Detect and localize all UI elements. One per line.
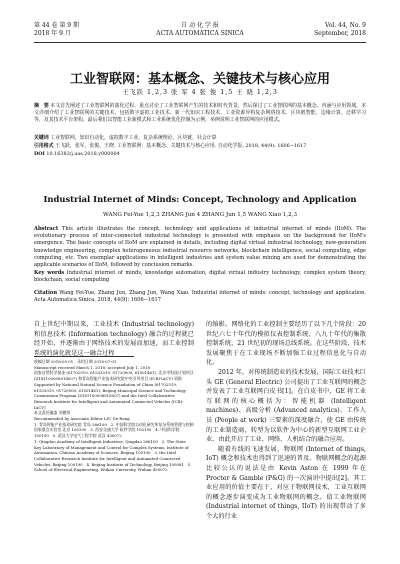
header-rule: [34, 42, 366, 43]
abstract-text-en: This article illustrates the concept, technology and applications of industrial internet of minds (IIoM). The evolutionary process of inter-connected industrial technology is presented with emphasis on the background for IIoM's emergence. The basic concepts of IIoM are explained in details, including digital virtual industrial technology, new-generation knowledge engineering, complex heterogeneous industrial resource networks, blockchain intelligence, social computing, edge computing, etc. Two exemplar applications in intelligent industries and system value mining are used for demonstrating the applicable scenarios of IIoM, followed by conclusion remarks.: [34, 226, 366, 269]
footnote-rule: [34, 356, 134, 357]
paper-title-cn: 工业智联网：基本概念、关键技术与核心应用: [69, 72, 330, 87]
footnote-editor-cn: 本文责任编委 刘德荣: [34, 410, 71, 416]
body-paragraph-1: 的缩影。网络化的工业控制主要经历了以下几个阶段：20 世纪六七十年代的模拟仪表控制系统、八九十年代的集散控制系统、21 世纪初的现场总线系统。在这些阶段，技术发展聚焦于在工业现场不断加强工业过程信息化与自动化。: [206, 321, 366, 367]
footnote-editor-en: Recommended by Associate Editor LIU De-Rong: [34, 416, 130, 422]
body-intro-left: 自上世纪中期以来，工业技术 (Industrial technology) 和信息技术 (Information technology) 融合的过程就已经开始，并逐渐由于网络技术的发展而加速，而工业控制系统的演化就是这一融合过程: [34, 321, 194, 357]
citation-cn: [34, 143, 366, 150]
abstract-label-cn: 摘 要: [34, 103, 49, 109]
citation-label-cn: 引用格式: [34, 143, 54, 149]
authors-en: WANG Fei-Yue 1,2,3 ZHANG Jun 4 ZHANG Jun 1,5 WANG Xiao 1,2,3: [103, 212, 297, 218]
footnote-received-en: Manuscript received March 1, 2018; accepted July 1, 2018: [34, 364, 151, 370]
header-volume-cn: 第 44 卷 第 9 期 2018 年 9 月: [34, 22, 79, 37]
abstract-en: [34, 226, 366, 269]
header-journal-name: 自 动 化 学 报 ACTA AUTOMATICA SINICA: [156, 22, 244, 37]
abstract-text-cn: 本文首先阐述了工业智联网的演化过程，重点讨论了工业智联网产生的技术和时代背景，然后探讨了工业智联网的基本概念、内涵与应用领域。本文详细介绍了工业智联网的关键技术，包括数字虚拟工业技术、新一代知识工程技术、工业资源异构复杂网络技术、区块链智能、边缘计算、迁移学习等，及其技术平台架构，最后我们以智能工业新模式和工业系统优化控制为示例，举例说明工业智联网的应用模式。: [34, 103, 366, 124]
body-paragraph-2: 2012 年，对传统制造业的技术发展，国际工业技术巨头 GE (General Electric) 公司提出了工业互联网的概念并发表了工业互联网白皮书[1]。在白皮书中，GE 将工业互联网的核心概括为：智能机器 (Intelligent machines)、高级分析 (Advanced analytics)、工作人员 (People at work) 三要素的深度融合，使 GE 由传统的工业制造商，转型为以软件为中心的新型互联网工业企业，由此开启了工业、网络、人机结合的融合应用。: [206, 368, 366, 444]
footnote-affiliations-cn: 1. 青岛智能产业技术研究院 青岛 266109 2. 中国科学院自动化研究所复杂系统管理与控制国家重点实验室 北京 100190 3. 西安交通大学 软件学院 100190 4. 中国科学院 100190 5. 武汉大学电气工程学院 武汉 430072: [34, 421, 194, 439]
footnote-funding-cn: 国家自然科学基金 (61702519, 61533019, 91720000, 61501461), 北京市科技计划项目 (Z181100008918007) 和青岛智能产业技术研究院中央引导项目 (ICRI-IACV) 资助: [34, 370, 194, 382]
body-paragraph-3: 随着有线的飞速发展，物联网 (Internet of things, IoT) 概念和技术也得到了迅速的普及。物联网概念的起源比较公认的说法是由 Kevin Aston 在 1999 年在 Procter & Gamble (P&G) 的一次演讲中提出[2]。其工业应用的价值主要在于，对应于物联网技术，工业互联网的概念逐步演变成为工业物联网的概念。值工业物联网 (Industrial internet of things, IIoT) 的出现带动了多个大的行业: [206, 445, 366, 520]
footnotes: [34, 359, 194, 473]
keywords-cn: [34, 135, 366, 142]
footnote-affiliations-en: 1. Qingdao Academy of Intelligent Industries, Qingdao 266109 2. The State Key Laboratory of Management and Control for Complex Systems, Institute of Automation, Chinese Academy of Sciences, Beijing 100190 3. the Intel Collaborative Research Institute for Intelligent and Automated Connected Vehicles, Beijing 100190 4. Beijing Institute of Technology, Beijing 100081 5. School of Electrical Engineering, Wuhan University, Wuhan 430072: [34, 438, 192, 473]
header-volume-en: Vol. 44, No. 9 September, 2018: [314, 22, 366, 37]
abstract-cn: [34, 103, 366, 124]
abstract-label-en: Abstract: [34, 226, 59, 232]
keywords-text-cn: 工业智联网，知识自动化，虚拟数字工业，复杂系统理论，区块链，社会计算: [50, 135, 217, 141]
citation-label-en: Citation: [34, 290, 58, 296]
keywords-label-en: Key words: [34, 270, 65, 276]
keywords-label-cn: 关键词: [34, 135, 49, 141]
footnote-funding-en: Supported by National Natural Science Foundation of China (61702519, 61533019, 91720000, 61501461), Beijing Municipal Science and Technology Commission Program (Z181100008918007) and the Intel Collaborative Research Institute for Intelligent and Automated Connected Vehicles (ICRI-IACV): [34, 381, 186, 410]
footnote-received-cn: 收稿日期 2018-05-01 录用日期 2018-07-01: [34, 359, 117, 364]
keywords-text-en: Industrial internet of minds, knowledge automation, digital virtual industry technology, complex system theory, blockchain, social computing: [34, 270, 366, 284]
citation-en: [34, 290, 366, 304]
keywords-en: [34, 270, 366, 284]
doi-label: DOI: [34, 151, 45, 157]
body-right-column: [206, 320, 366, 521]
doi-cn: [34, 151, 366, 158]
doi-text: 10.16383/j.aas.2018.y000004: [46, 151, 120, 157]
running-header: [34, 22, 366, 38]
citation-text-en: Wang Fei-Yue, Zhang Jun, Zhang Jun, Wang Xiao. Industrial internet of minds: concept, technology and application. Acta Automatica Sinica, 2018, 44(9): 1606−1617: [34, 290, 366, 304]
authors-cn: 王飞跃 1,2,3 张 军 4 张 俊 1,5 王 晓 1,2,3: [122, 89, 278, 96]
citation-text-cn: 王飞跃，张军，张俊，王晓. 工业智联网：基本概念、关键技术与核心应用. 自动化学报, 2018, 44(9): 1606−1617: [55, 143, 307, 149]
paper-title-en: Industrial Internet of Minds: Concept, Technology and Application: [43, 194, 357, 204]
